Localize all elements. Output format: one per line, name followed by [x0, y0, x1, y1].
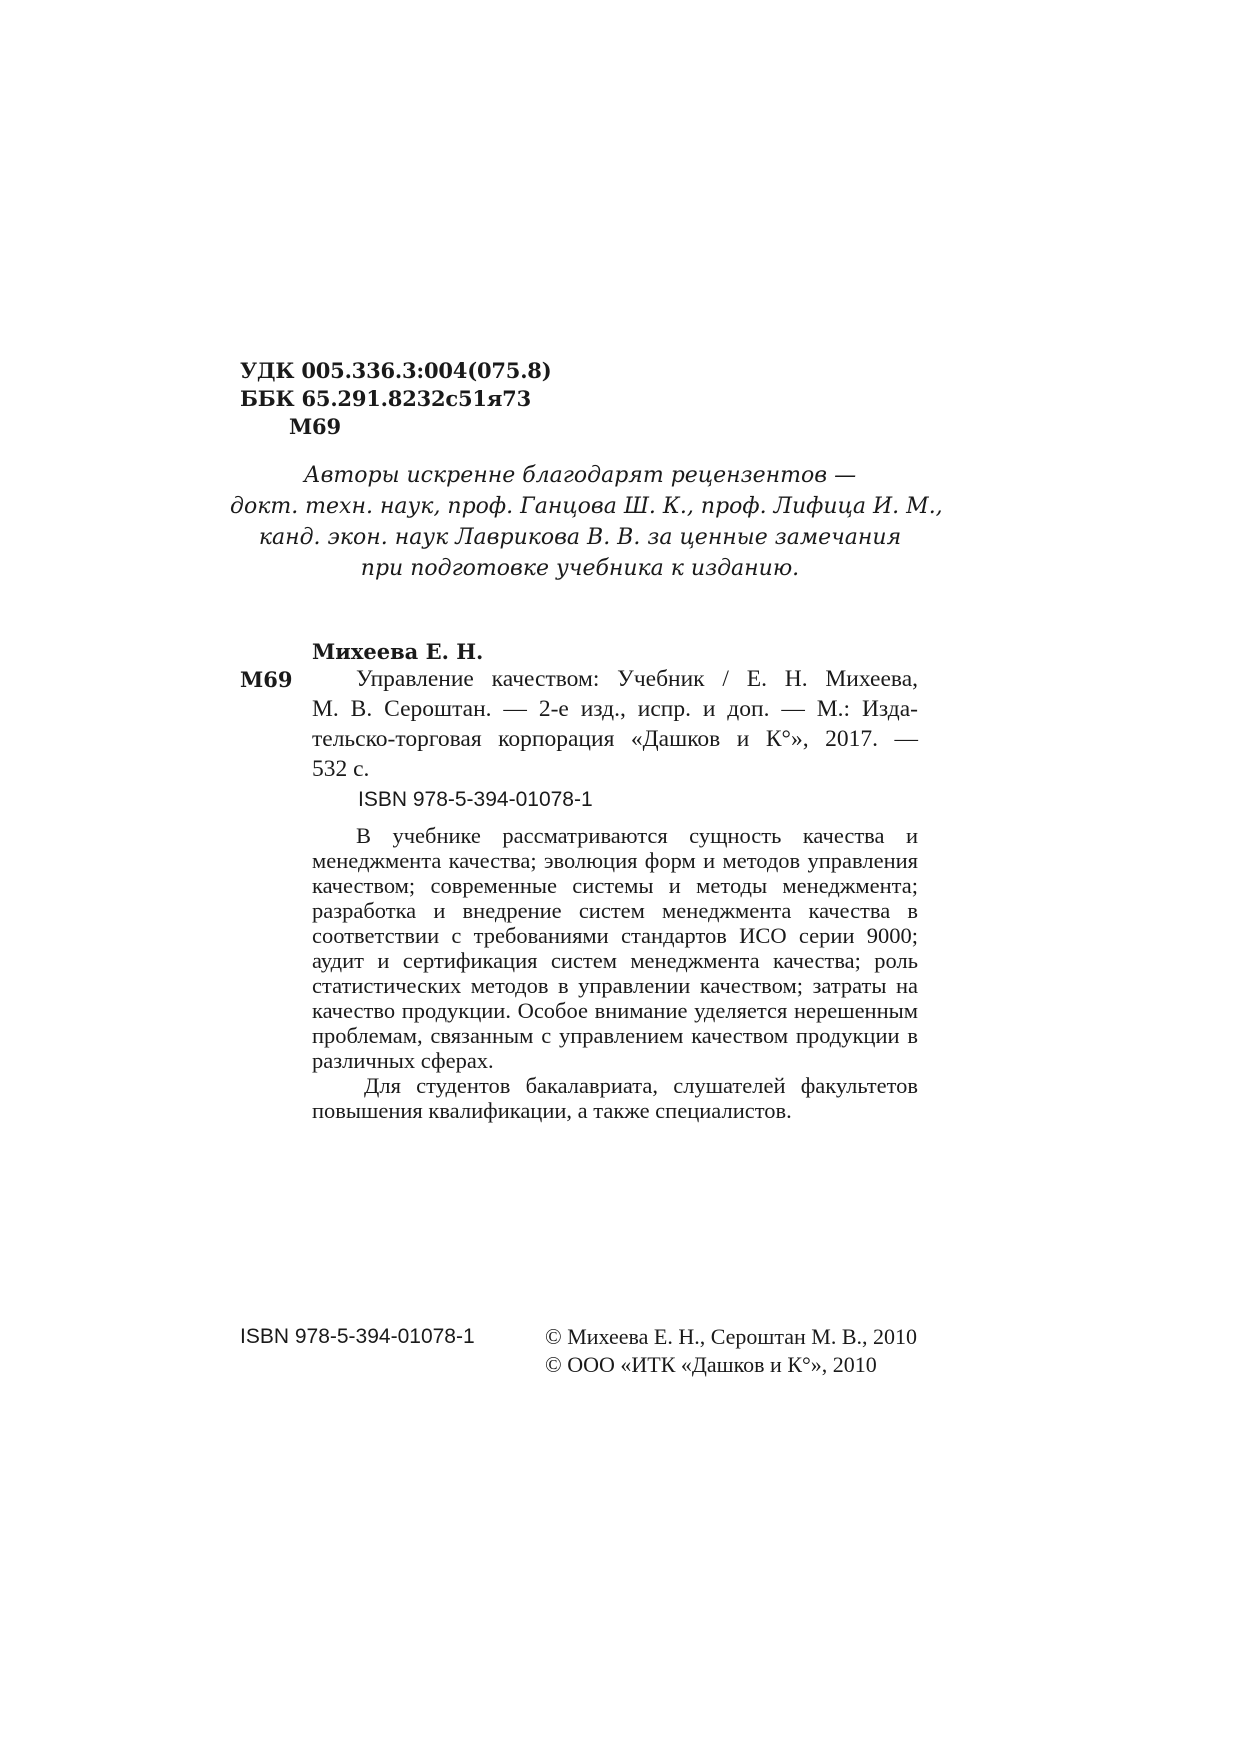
abstract-line: проблемам, связанным с управлением качеством продукции в [312, 1023, 918, 1048]
acknowledgement-line: при подготовке учебника к изданию. [360, 556, 800, 581]
abstract-line: различных сферах. [312, 1048, 494, 1073]
abstract-line: В учебнике рассматриваются сущность качества и [356, 823, 918, 848]
description-line: тельско-торговая корпорация «Дашков и К°», 2017. — [312, 726, 918, 752]
description-line: М. В. Сероштан. — 2-е изд., испр. и доп. — М.: Изда- [312, 696, 918, 722]
copyright-publisher: © ООО «ИТК «Дашков и К°», 2010 [545, 1352, 877, 1377]
record-description [312, 664, 918, 784]
record-author-heading: Михеева Е. Н. [312, 639, 484, 664]
acknowledgement-line: Авторы искренне благодарят рецензентов — [303, 463, 857, 488]
abstract-line: аудит и сертификация систем менеджмента качества; роль [312, 948, 918, 973]
record-isbn: ISBN 978-5-394-01078-1 [358, 788, 593, 811]
copyright-authors: © Михеева Е. Н., Сероштан М. В., 2010 [545, 1324, 918, 1349]
abstract-line: статистических методов в управлении качеством; затраты на [312, 973, 918, 998]
abstract-line: качество продукции. Особое внимание уделяется нерешенным [312, 998, 918, 1023]
acknowledgement-line: канд. экон. наук Лаврикова В. В. за ценные замечания [258, 525, 902, 550]
audience-line: Для студентов бакалавриата, слушателей факультетов [364, 1073, 918, 1098]
acknowledgement [230, 460, 943, 584]
abstract-line: менеджмента качества; эволюция форм и методов управления [312, 848, 918, 873]
description-line: 532 с. [312, 756, 370, 782]
udk-code: УДК 005.336.3:004(075.8) [240, 358, 552, 383]
author-mark: М69 [289, 414, 341, 439]
record-code: М69 [240, 667, 293, 692]
abstract-line: разработка и внедрение систем менеджмента качества в [312, 898, 918, 923]
abstract-line: качеством; современные системы и методы менеджмента; [312, 873, 918, 898]
description-line: Управление качеством: Учебник / Е. Н. Михеева, [356, 666, 918, 692]
acknowledgement-line: докт. техн. наук, проф. Ганцова Ш. К., проф. Лифица И. М., [230, 494, 943, 519]
footer-isbn: ISBN 978-5-394-01078-1 [240, 1325, 475, 1348]
abstract-line: соответствии с требованиями стандартов ИСО серии 9000; [312, 923, 918, 948]
record-abstract [312, 823, 918, 1123]
bbk-code: ББК 65.291.8232с51я73 [240, 386, 531, 411]
audience-line: повышения квалификации, а также специалистов. [312, 1098, 792, 1123]
